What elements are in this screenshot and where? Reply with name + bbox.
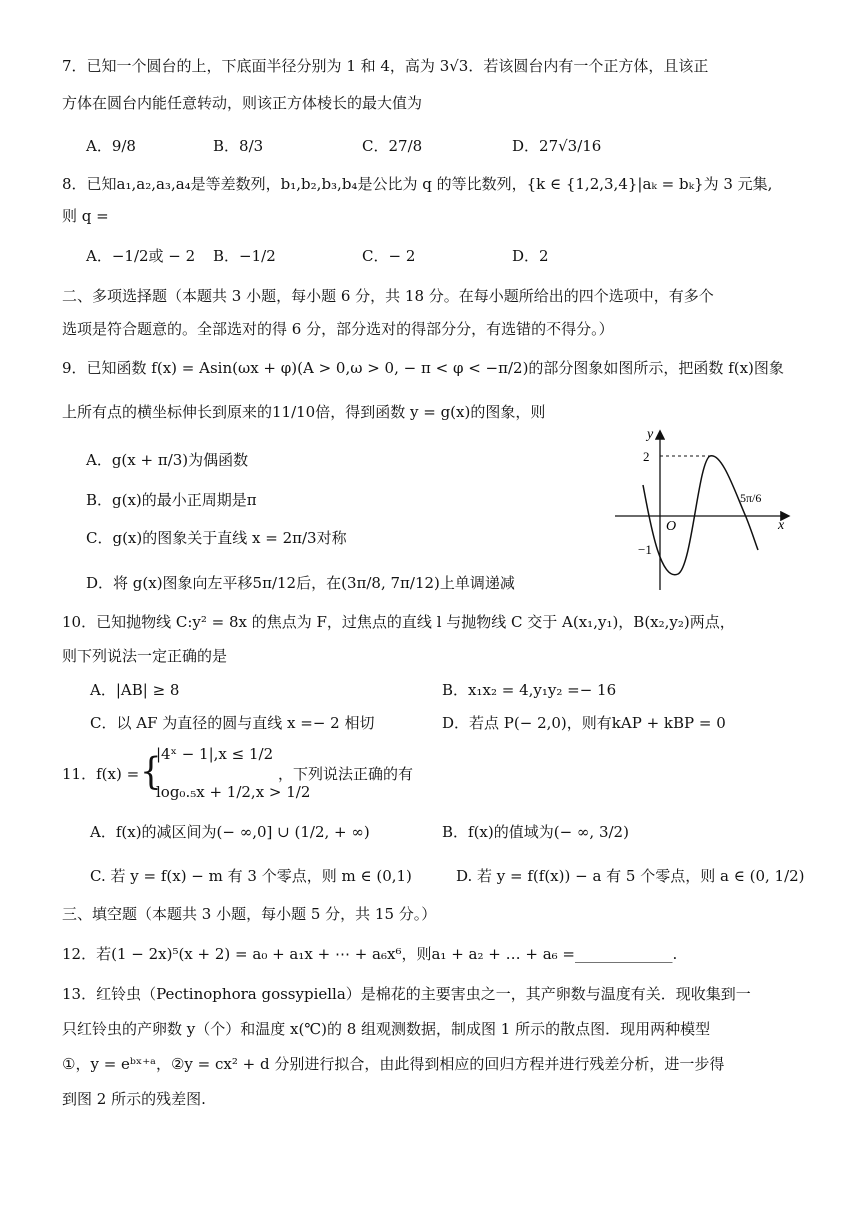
q8-option-a[interactable]: A．−1/2或 − 2 bbox=[86, 247, 196, 265]
x-axis-label: x bbox=[778, 518, 785, 533]
q9-option-b[interactable]: B．g(x)的最小正周期是π bbox=[86, 491, 257, 509]
section3-heading: 三、填空题（本题共 3 小题，每小题 5 分，共 15 分。） bbox=[62, 905, 437, 923]
q11-suffix: ，下列说法正确的有 bbox=[278, 765, 414, 783]
q10-stem-line1: 10．已知抛物线 C:y² = 8x 的焦点为 F，过焦点的直线 l 与抛物线 C 交于 A(x₁,y₁)，B(x₂,y₂)两点， bbox=[62, 613, 735, 631]
q9-option-c[interactable]: C．g(x)的图象关于直线 x = 2π/3对称 bbox=[86, 529, 347, 547]
q13-stem-line2: 只红铃虫的产卵数 y（个）和温度 x(℃)的 8 组观测数据，制成图 1 所示的散点图．现用两种模型 bbox=[62, 1020, 711, 1038]
q7-stem-line1: 7．已知一个圆台的上，下底面半径分别为 1 和 4，高为 3√3．若该圆台内有一个正方体，且该正 bbox=[62, 57, 709, 75]
q8-option-d[interactable]: D．2 bbox=[512, 247, 549, 265]
q11-brace: { bbox=[140, 750, 162, 794]
q9-stem-line1: 9．已知函数 f(x) = Asin(ωx + φ)(A > 0,ω > 0, − π < φ < −π/2)的部分图象如图所示，把函数 f(x)图象 bbox=[62, 359, 784, 377]
q11-prefix: 11．f(x) = bbox=[62, 765, 140, 783]
q9-function-graph bbox=[610, 422, 800, 597]
q7-option-b[interactable]: B．8/3 bbox=[213, 137, 264, 155]
q9-option-a[interactable]: A．g(x + π/3)为偶函数 bbox=[86, 451, 249, 469]
q7-option-c[interactable]: C．27/8 bbox=[362, 137, 423, 155]
q8-stem-line1: 8．已知a₁,a₂,a₃,a₄是等差数列，b₁,b₂,b₃,b₄是公比为 q 的等比数列，{k ∈ {1,2,3,4}|aₖ = bₖ}为 3 元集, bbox=[62, 175, 773, 193]
q11-option-c[interactable]: C. 若 y = f(x) − m 有 3 个零点，则 m ∈ (0,1) bbox=[90, 867, 412, 885]
q8-stem-line2: 则 q = bbox=[62, 207, 109, 225]
q10-option-d[interactable]: D．若点 P(− 2,0)，则有kAP + kBP = 0 bbox=[442, 714, 726, 732]
q11-option-b[interactable]: B．f(x)的值域为(− ∞, 3/2) bbox=[442, 823, 629, 841]
q11-option-d[interactable]: D. 若 y = f(f(x)) − a 有 5 个零点，则 a ∈ (0, 1/2) bbox=[456, 867, 805, 885]
y-min-label: −1 bbox=[638, 542, 652, 557]
q13-stem-line4: 到图 2 所示的残差图. bbox=[62, 1090, 206, 1108]
x-mark-label: 5π/6 bbox=[740, 491, 762, 505]
q10-option-a[interactable]: A．|AB| ≥ 8 bbox=[90, 681, 180, 699]
q10-option-b[interactable]: B．x₁x₂ = 4,y₁y₂ =− 16 bbox=[442, 681, 617, 699]
q11-case1: |4ˣ − 1|,x ≤ 1/2 bbox=[156, 745, 274, 763]
section2-heading-line2: 选项是符合题意的。全部选对的得 6 分，部分选对的得部分分，有选错的不得分。） bbox=[62, 320, 614, 338]
q9-option-d[interactable]: D．将 g(x)图象向左平移5π/12后，在(3π/8, 7π/12)上单调递减 bbox=[86, 574, 515, 592]
q7-option-a[interactable]: A．9/8 bbox=[86, 137, 136, 155]
q11-option-a[interactable]: A．f(x)的减区间为(− ∞,0] ∪ (1/2, + ∞) bbox=[90, 823, 370, 841]
section2-heading-line1: 二、多项选择题（本题共 3 小题，每小题 6 分，共 18 分。在每小题所给出的四个选项中，有多个 bbox=[62, 287, 714, 305]
q10-option-c[interactable]: C．以 AF 为直径的圆与直线 x =− 2 相切 bbox=[90, 714, 375, 732]
y-max-label: 2 bbox=[643, 449, 650, 464]
y-axis-label: y bbox=[647, 427, 654, 442]
q12-stem: 12．若(1 − 2x)⁵(x + 2) = a₀ + a₁x + ⋯ + a₆x⁶，则a₁ + a₂ + … + a₆ =_____________. bbox=[62, 945, 678, 963]
q8-option-b[interactable]: B．−1/2 bbox=[213, 247, 276, 265]
q11-case2: log₀.₅x + 1/2,x > 1/2 bbox=[156, 783, 311, 801]
origin-label: O bbox=[666, 519, 677, 534]
q10-stem-line2: 则下列说法一定正确的是 bbox=[62, 647, 228, 665]
q7-option-d[interactable]: D．27√3/16 bbox=[512, 137, 602, 155]
q7-stem-line2: 方体在圆台内能任意转动，则该正方体棱长的最大值为 bbox=[62, 94, 423, 112]
q8-option-c[interactable]: C．− 2 bbox=[362, 247, 416, 265]
q13-stem-line3: ①，y = eᵇˣ⁺ᵃ，②y = cx² + d 分别进行拟合，由此得到相应的回归方程并进行残差分析，进一步得 bbox=[62, 1055, 725, 1073]
q9-stem-line2: 上所有点的横坐标伸长到原来的11/10倍，得到函数 y = g(x)的图象，则 bbox=[62, 403, 546, 421]
q13-stem-line1: 13．红铃虫（Pectinophora gossypiella）是棉花的主要害虫之一，其产卵数与温度有关．现收集到一 bbox=[62, 985, 751, 1003]
